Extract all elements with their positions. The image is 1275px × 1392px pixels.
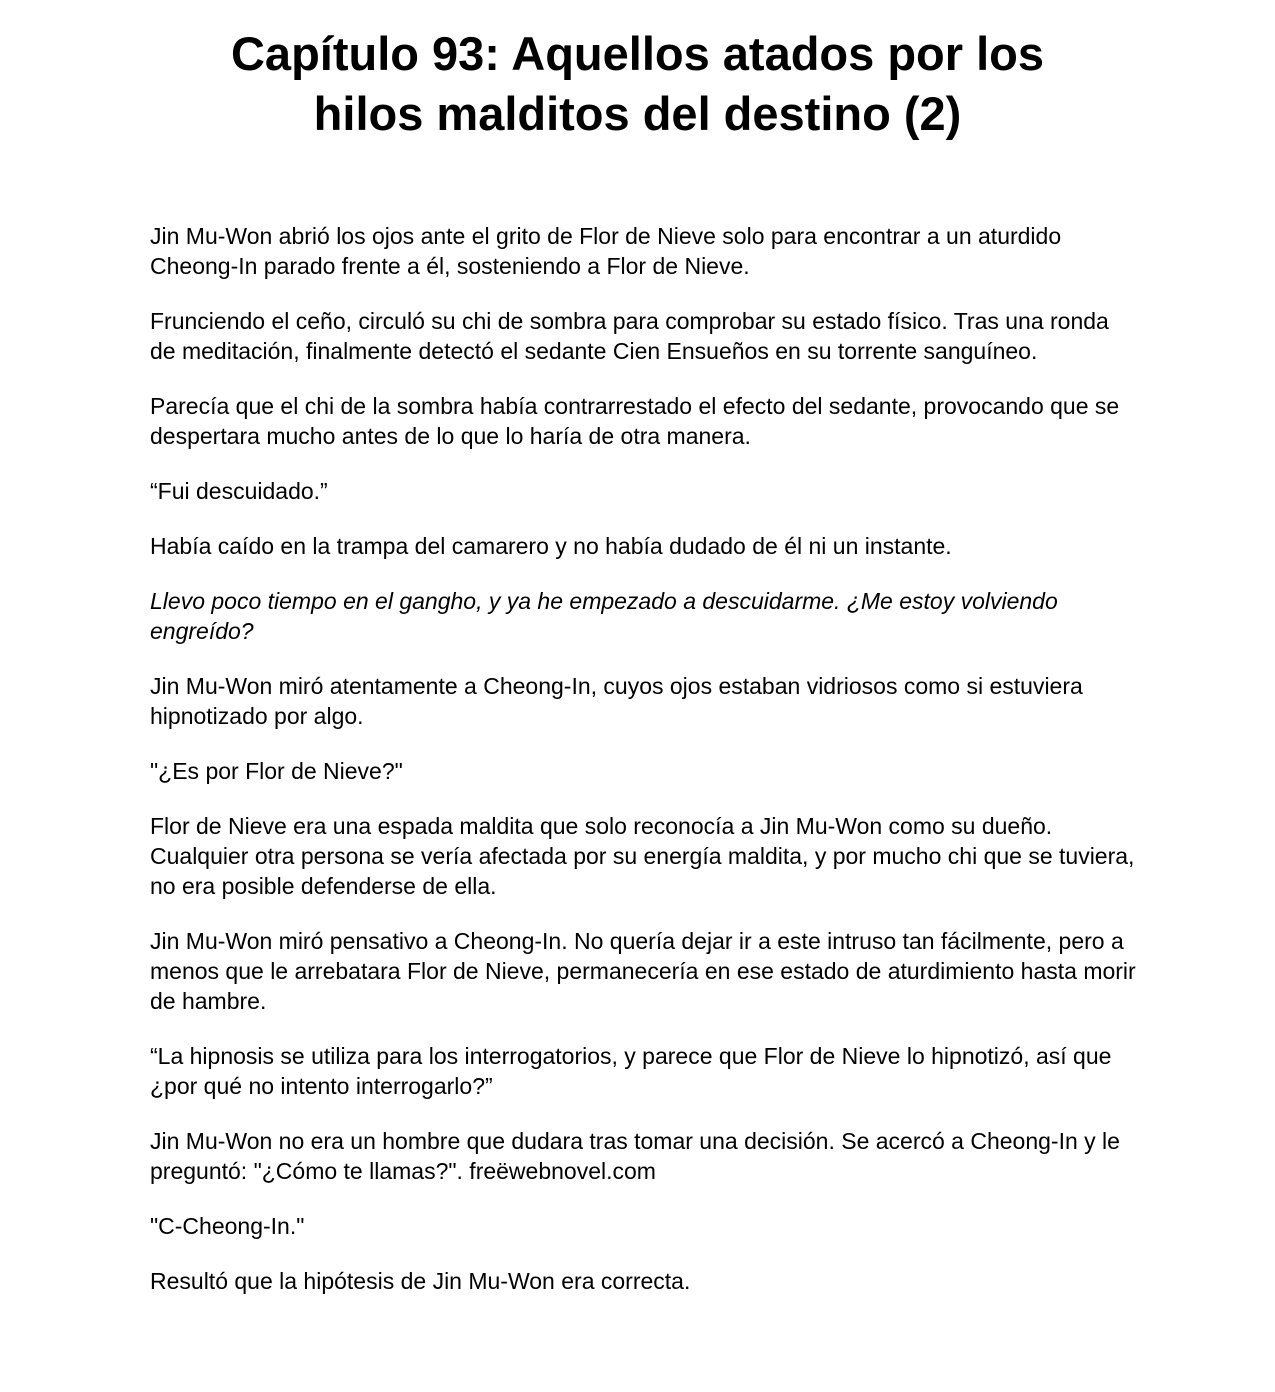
- paragraph: Parecía que el chi de la sombra había contrarrestado el efecto del sedante, provocando que se despertara mucho antes de lo que lo haría de otra manera.: [150, 393, 1120, 449]
- paragraph: Flor de Nieve era una espada maldita que solo reconocía a Jin Mu-Won como su dueño. Cualquier otra persona se vería afectada por su energía maldita, y por mucho chi que se tuviera, no era posible defenderse de ella.: [150, 813, 1135, 899]
- paragraph: Jin Mu-Won miró atentamente a Cheong-In, cuyos ojos estaban vidriosos como si estuviera hipnotizado por algo.: [150, 673, 1083, 729]
- paragraph: Resultó que la hipótesis de Jin Mu-Won era correcta.: [150, 1268, 691, 1294]
- paragraph: Había caído en la trampa del camarero y no había dudado de él ni un instante.: [150, 533, 952, 559]
- chapter-body: [150, 221, 1140, 1321]
- chapter-title-line-1: Capítulo 93: Aquellos atados por los: [230, 27, 1045, 80]
- dialogue-line: "¿Es por Flor de Nieve?": [150, 758, 403, 784]
- paragraph: Frunciendo el ceño, circuló su chi de sombra para comprobar su estado físico. Tras una ronda de meditación, finalmente detectó el sedante Cien Ensueños en su torrente sanguíneo.: [150, 308, 1109, 364]
- paragraph: Jin Mu-Won abrió los ojos ante el grito de Flor de Nieve solo para encontrar a un aturdido Cheong-In parado frente a él, sosteniendo a Flor de Nieve.: [150, 223, 1062, 279]
- paragraph: Jin Mu-Won miró pensativo a Cheong-In. No quería dejar ir a este intruso tan fácilmente, pero a menos que le arrebatara Flor de Nieve, permanecería en ese estado de aturdimiento hasta morir de hambre.: [150, 928, 1136, 1014]
- chapter-title-line-2: hilos malditos del destino (2): [313, 87, 962, 140]
- inner-thought-paragraph: Llevo poco tiempo en el gangho, y ya he empezado a descuidarme. ¿Me estoy volviendo engreído?: [150, 588, 1058, 644]
- dialogue-line: "C-Cheong-In.": [150, 1213, 305, 1239]
- dialogue-line: “La hipnosis se utiliza para los interrogatorios, y parece que Flor de Nieve lo hipnotizó, así que ¿por qué no intento interrogarlo?”: [150, 1043, 1112, 1099]
- chapter-title: [150, 24, 1125, 144]
- dialogue-line: “Fui descuidado.”: [150, 478, 328, 504]
- paragraph: Jin Mu-Won no era un hombre que dudara tras tomar una decisión. Se acercó a Cheong-In y le preguntó: "¿Cómo te llamas?". freëwebnovel.com: [150, 1128, 1120, 1184]
